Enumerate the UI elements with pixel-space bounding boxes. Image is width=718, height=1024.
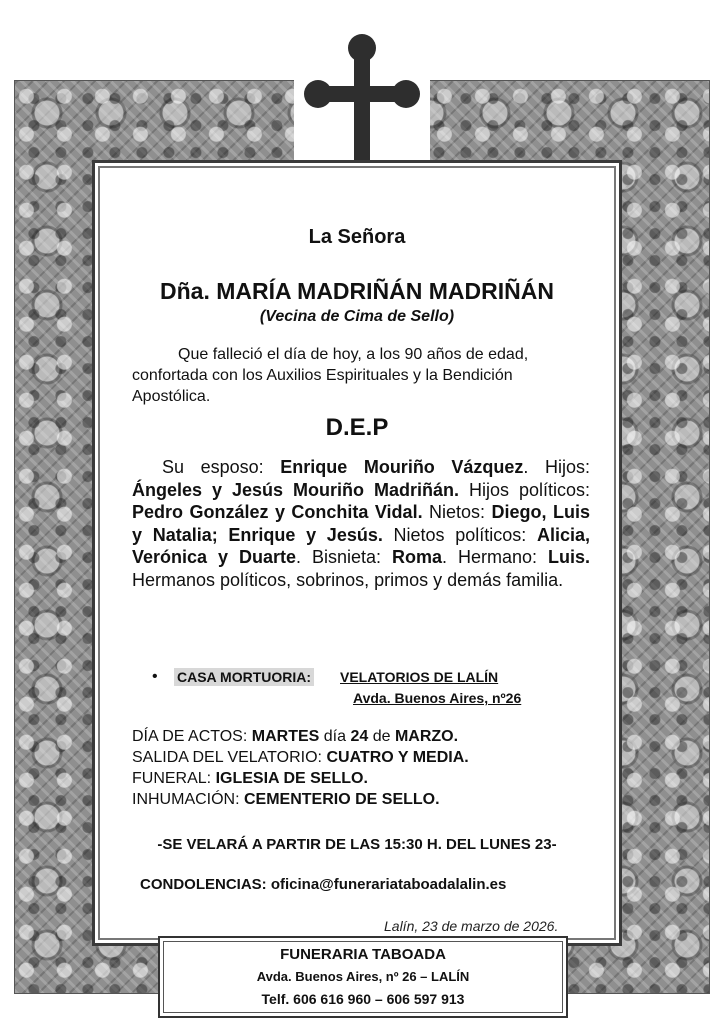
- footer-phone: Telf. 606 616 960 – 606 597 913: [261, 991, 465, 1007]
- acts-row: [132, 768, 602, 789]
- acts-run: IGLESIA DE SELLO.: [215, 770, 368, 787]
- acts-run: CEMENTERIO DE SELLO.: [244, 791, 440, 808]
- acts-row: [132, 789, 602, 810]
- family-run: Roma: [392, 547, 443, 567]
- acts-run: de: [368, 728, 395, 745]
- family-run: Enrique Mouriño Vázquez: [280, 457, 524, 477]
- family-run: Alicia, Verónica y Duarte: [132, 524, 590, 567]
- acts-run: día: [319, 728, 351, 745]
- family-run: . Hijos:: [523, 457, 590, 477]
- acts-run: 24: [350, 728, 369, 745]
- family-run: . Hermano:: [442, 547, 548, 567]
- family-paragraph: [132, 456, 590, 591]
- family-run: Nietos:: [422, 502, 492, 522]
- acts-run: INHUMACIÓN:: [132, 791, 244, 808]
- acts-run: MARTES: [251, 728, 320, 745]
- dep-heading: D.E.P: [325, 414, 389, 441]
- casa-mortuoria-address: Avda. Buenos Aires, nº26: [353, 690, 522, 706]
- family-run: Nietos políticos:: [382, 524, 537, 545]
- acts-run: SALIDA DEL VELATORIO:: [132, 749, 327, 766]
- family-run: Pedro González y Conchita Vidal.: [132, 502, 423, 522]
- title-senora: La Señora: [308, 226, 406, 248]
- acts-row: [132, 726, 602, 747]
- family-run: . Bisnieta:: [296, 547, 392, 567]
- family-run: Hermanos políticos, sobrinos, primos y demás familia.: [132, 569, 564, 590]
- bullet-icon: •: [152, 668, 158, 685]
- footer-company: FUNERARIA TABOADA: [280, 946, 446, 963]
- footer-address: Avda. Buenos Aires, nº 26 – LALÍN: [256, 969, 470, 984]
- condolences-line: CONDOLENCIAS: oficina@funerariataboadalalin.es: [140, 876, 507, 893]
- vela-notice: -SE VELARÁ A PARTIR DE LAS 15:30 H. DEL LUNES 23-: [157, 836, 557, 853]
- intro-paragraph: Que falleció el día de hoy, a los 90 años de edad, confortada con los Auxilios Espirituales y la Bendición Apostólica.: [132, 346, 529, 405]
- family-run: Hijos políticos:: [458, 479, 590, 500]
- family-run: Su esposo:: [162, 457, 281, 477]
- acts-run: DÍA DE ACTOS:: [132, 728, 252, 745]
- casa-mortuoria-label: CASA MORTUORIA:: [174, 668, 314, 686]
- casa-mortuoria-place: VELATORIOS DE LALÍN: [340, 669, 499, 685]
- acts-run: FUNERAL:: [132, 770, 216, 787]
- family-run: Ángeles y Jesús Mouriño Madriñán.: [132, 479, 459, 500]
- acts-row: [132, 747, 602, 768]
- neighbor-note: (Vecina de Cima de Sello): [259, 308, 455, 325]
- date-line: Lalín, 23 de marzo de 2026.: [384, 918, 559, 934]
- family-run: Diego, Luis y Natalia; Enrique y Jesús.: [132, 502, 590, 545]
- acts-schedule: [132, 726, 602, 810]
- family-run: Luis.: [547, 547, 590, 567]
- acts-run: CUATRO Y MEDIA.: [326, 749, 469, 766]
- acts-run: MARZO.: [394, 728, 459, 745]
- deceased-name: Dña. MARÍA MADRIÑÁN MADRIÑÁN: [160, 278, 554, 304]
